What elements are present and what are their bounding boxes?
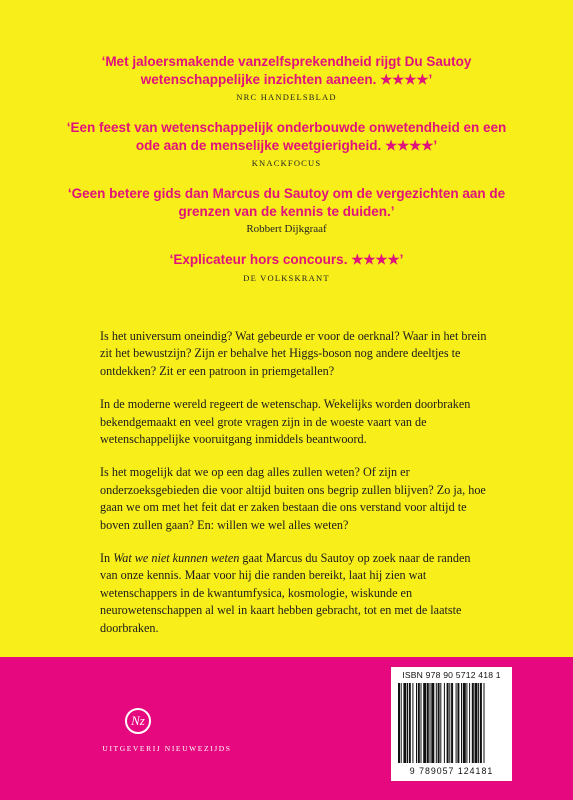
isbn-label: ISBN 978 90 5712 418 1 bbox=[402, 670, 501, 680]
blurb-paragraph: Is het universum oneindig? Wat gebeurde er voor de oerknal? Waar in het brein zit het bewustzijn? Zijn er behalve het Higgs-boson nog andere deeltjes te ontdekken? Zit er een patroon in priemgetallen? bbox=[100, 329, 487, 378]
barcode-bar bbox=[456, 683, 457, 763]
review-source: Robbert Dijkgraaf bbox=[246, 223, 327, 235]
review-quote: ‘Een feest van wetenschappelijk onderbouwde onwetendheid en een ode aan de menselijke weetgierigheid. ★★★★’ bbox=[66, 120, 507, 153]
barcode-bar bbox=[463, 683, 466, 763]
book-title-italic: Wat we niet kunnen weten bbox=[113, 551, 240, 566]
review-quotes bbox=[60, 53, 513, 300]
review-quote: ‘Met jaloersmakende vanzelfsprekendheid rijgt Du Sautoy wetenschappelijke inzichten aaneen. ★★★★’ bbox=[101, 54, 472, 87]
barcode-bar bbox=[466, 683, 467, 763]
blurb-paragraph: Is het mogelijk dat we op een dag alles zullen weten? Of zijn er onderzoeksgebieden die voor altijd buiten ons begrip zullen blijven? Zo ja, hoe gaan we om met het feit dat er zaken bestaan die ons verstand voor altijd te boven zullen gaan? En: willen we wel alles weten? bbox=[100, 465, 486, 532]
barcode-bar bbox=[472, 683, 474, 763]
review-quote-block bbox=[60, 119, 513, 169]
barcode-bar bbox=[440, 683, 441, 763]
barcode-bar bbox=[416, 683, 417, 763]
isbn-barcode bbox=[391, 667, 512, 781]
review-quote: ‘Geen betere gids dan Marcus du Sautoy om de vergezichten aan de grenzen van de kennis te duiden.’ bbox=[67, 186, 506, 219]
barcode-bar bbox=[451, 683, 453, 763]
barcode-bar bbox=[461, 683, 462, 763]
blurb-text bbox=[100, 328, 490, 637]
barcode-bar bbox=[438, 683, 440, 763]
blurb-text-run: gaat Marcus du Sautoy op zoek naar de randen van onze kennis. Maar voor hij die randen bereikt, laat hij zien wat wetenschappers in de kwantumfysica, kosmologie, wiskunde en neurowetenschappen al wel in kaart hebben gebracht, tot en met de laatste doorbraken. bbox=[100, 551, 471, 635]
blurb-paragraph bbox=[100, 550, 490, 637]
barcode-bar bbox=[423, 683, 426, 763]
review-quote-block bbox=[60, 251, 513, 284]
barcode-bar bbox=[418, 683, 420, 763]
barcode-bar bbox=[401, 683, 402, 763]
barcode-bar bbox=[431, 683, 434, 763]
barcode-bar bbox=[475, 683, 478, 763]
review-quote: ‘Explicateur hors concours. ★★★★’ bbox=[169, 252, 404, 267]
blurb-text-run: In bbox=[100, 551, 114, 566]
barcode-bar bbox=[409, 683, 411, 763]
barcode-bar bbox=[407, 683, 408, 763]
barcode-bar bbox=[484, 683, 485, 763]
review-quote-block bbox=[60, 53, 513, 103]
barcode-bar bbox=[457, 683, 459, 763]
barcode-bar bbox=[403, 683, 406, 763]
barcode-bar bbox=[436, 683, 437, 763]
barcode-bar bbox=[447, 683, 449, 763]
barcode-bar bbox=[398, 683, 400, 763]
barcode-digits: 9 789057 124181 bbox=[409, 766, 494, 776]
barcode-bar bbox=[449, 683, 450, 763]
barcode-bar bbox=[469, 683, 470, 763]
review-source: NRC HANDELSBLAD bbox=[236, 92, 337, 102]
barcode-bar bbox=[430, 683, 431, 763]
review-source: KNACKFOCUS bbox=[251, 158, 322, 168]
blurb-paragraph: In de moderne wereld regeert de wetenschap. Wekelijks worden doorbraken bekendgemaakt en veel grote vragen zijn in de woeste vaart van de wetenschappelijke vooruitgang inmiddels beantwoord. bbox=[100, 397, 471, 447]
review-source: DE VOLKSKRANT bbox=[243, 272, 330, 283]
barcode-bar bbox=[421, 683, 422, 763]
barcode-bars bbox=[398, 683, 505, 763]
publisher-logo-icon: Nz bbox=[125, 708, 151, 734]
barcode-bar bbox=[427, 683, 429, 763]
barcode-bar bbox=[480, 683, 482, 763]
review-quote-block bbox=[60, 185, 513, 235]
barcode-bar bbox=[412, 683, 413, 763]
publisher-name: UITGEVERIJ NIEUWEZIJDS bbox=[102, 744, 232, 753]
barcode-bar bbox=[444, 683, 445, 763]
barcode-bar bbox=[478, 683, 479, 763]
